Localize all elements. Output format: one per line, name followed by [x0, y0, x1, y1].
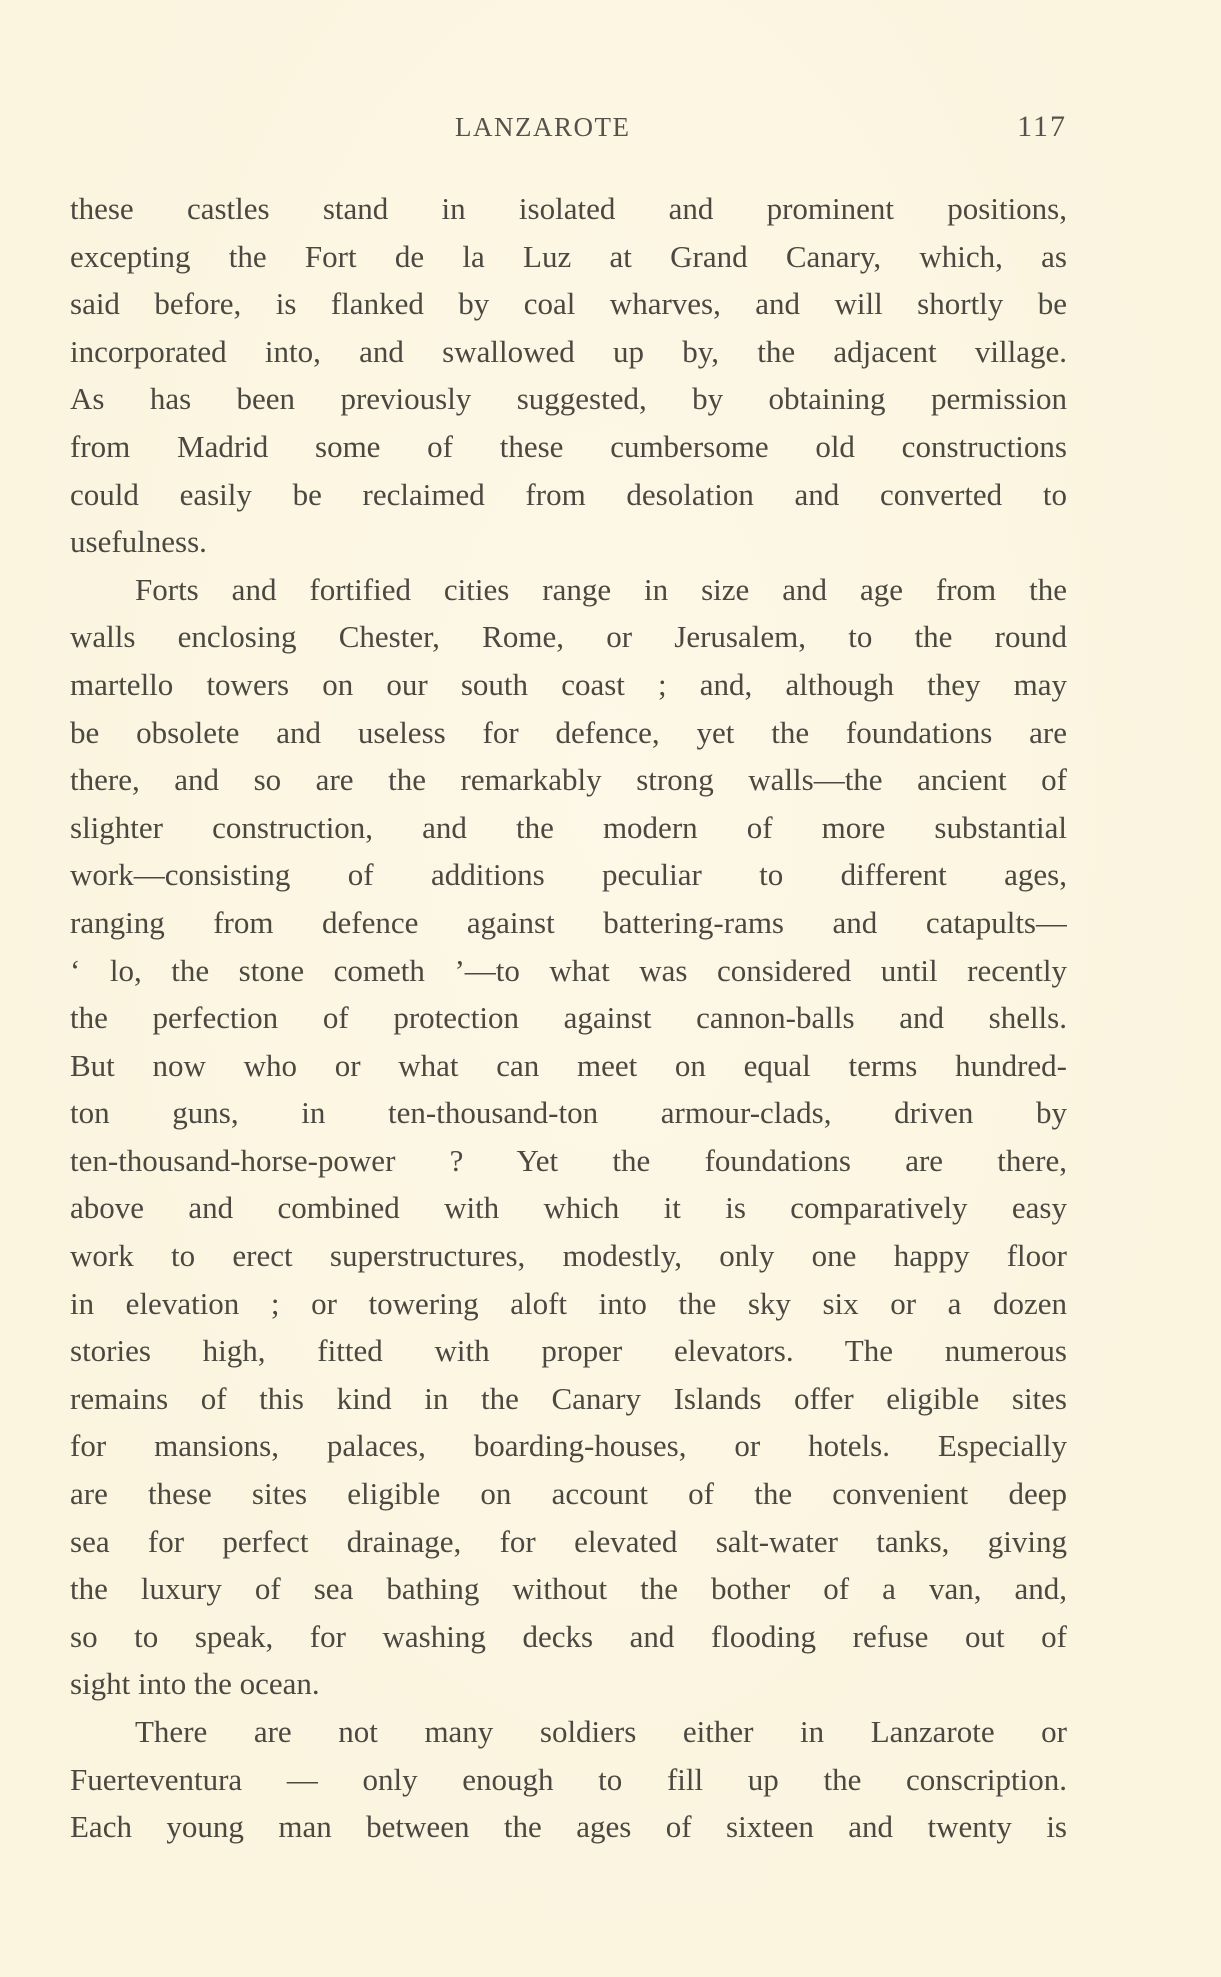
text-line: in elevation ; or towering aloft into the sky six or a dozen: [70, 1285, 1067, 1321]
paragraph-3: [70, 1708, 1067, 1851]
text-line: Fuerteventura — only enough to fill up the conscription.: [70, 1761, 1067, 1797]
paragraph-1: [70, 185, 1067, 566]
text-line: There are not many soldiers either in Lanzarote or: [135, 1714, 1067, 1749]
text-line: As has been previously suggested, by obtaining permission: [70, 381, 1067, 417]
running-title: LANZAROTE: [455, 112, 631, 142]
text-line: walls enclosing Chester, Rome, or Jerusalem, to the round: [70, 619, 1067, 655]
page-number: 117: [1017, 110, 1067, 143]
text-line: be obsolete and useless for defence, yet the foundations are: [70, 714, 1067, 750]
text-line: ‘ lo, the stone cometh ’—to what was considered until recently: [70, 952, 1067, 988]
text-line: ten-thousand-horse-power ? Yet the foundations are there,: [70, 1142, 1067, 1178]
text-line: work to erect superstructures, modestly, only one happy floor: [70, 1238, 1067, 1274]
text-line: from Madrid some of these cumbersome old constructions: [70, 428, 1067, 464]
text-line: usefulness.: [70, 524, 207, 560]
text-line: the luxury of sea bathing without the bother of a van, and,: [70, 1571, 1067, 1607]
text-line: sight into the ocean.: [70, 1666, 320, 1702]
text-line: martello towers on our south coast ; and, although they may: [70, 666, 1067, 702]
text-line: these castles stand in isolated and prominent positions,: [70, 191, 1067, 226]
text-line: sea for perfect drainage, for elevated salt-water tanks, giving: [70, 1523, 1067, 1559]
text-line: work—consisting of additions peculiar to different ages,: [70, 857, 1067, 893]
text-line: ranging from defence against battering-rams and catapults—: [70, 904, 1067, 940]
text-line: could easily be reclaimed from desolation and converted to: [70, 476, 1067, 512]
text-line: remains of this kind in the Canary Islands offer eligible sites: [70, 1380, 1067, 1416]
text-line: stories high, fitted with proper elevators. The numerous: [70, 1333, 1067, 1369]
text-line: excepting the Fort de la Luz at Grand Canary, which, as: [70, 238, 1067, 274]
text-line: there, and so are the remarkably strong walls—the ancient of: [70, 762, 1067, 798]
text-line: so to speak, for washing decks and flooding refuse out of: [70, 1618, 1067, 1654]
text-line: for mansions, palaces, boarding-houses, or hotels. Especially: [70, 1428, 1067, 1464]
running-header: [70, 110, 1067, 144]
text-line: Forts and fortified cities range in size and age from the: [135, 571, 1067, 607]
paragraph-2: [70, 566, 1067, 1708]
text-line: the perfection of protection against cannon-balls and shells.: [70, 1000, 1067, 1036]
text-line: slighter construction, and the modern of more substantial: [70, 809, 1067, 845]
text-line: Each young man between the ages of sixteen and twenty is: [70, 1809, 1067, 1845]
text-line: are these sites eligible on account of the convenient deep: [70, 1476, 1067, 1512]
text-line: ton guns, in ten-thousand-ton armour-clads, driven by: [70, 1095, 1067, 1131]
body-text: [70, 185, 1067, 1851]
text-line: above and combined with which it is comparatively easy: [70, 1190, 1067, 1226]
text-line: incorporated into, and swallowed up by, the adjacent village.: [70, 333, 1067, 369]
text-line: But now who or what can meet on equal terms hundred-: [70, 1047, 1067, 1083]
text-line: said before, is flanked by coal wharves, and will shortly be: [70, 286, 1067, 322]
